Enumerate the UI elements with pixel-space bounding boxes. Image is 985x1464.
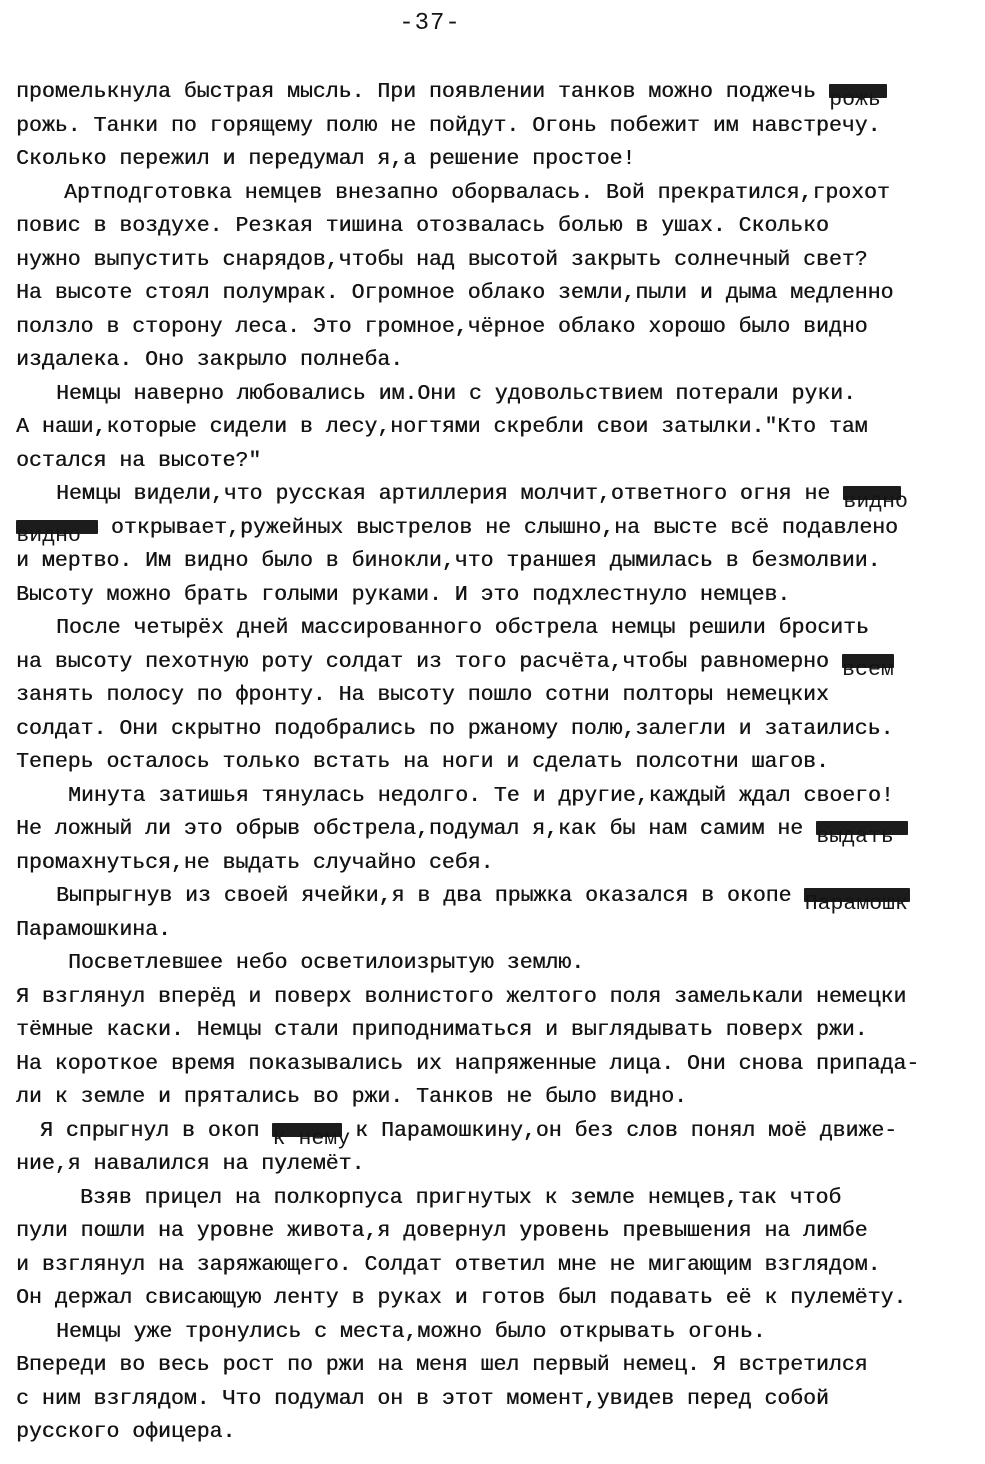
text-line: и мертво. Им видно было в бинокли,что траншея дымилась в безмолвии.	[16, 549, 881, 573]
text-line: промелькнула быстрая мысль. При появлении танков можно поджечь рожь	[16, 76, 976, 110]
text-line: с ним взглядом. Что подумал он в этот момент,увидев перед собой	[16, 1386, 829, 1411]
text-line: После четырёх дней массированного обстрела немцы решили бросить	[56, 616, 869, 640]
text-line: Немцы уже тронулись с места,можно было открывать огонь.	[56, 1319, 766, 1344]
struck-out-word: рожь	[829, 84, 887, 98]
text-line: пули пошли на уровне живота,я довернул уровень превышения на лимбе	[16, 1219, 868, 1243]
text-line: и взглянул на заряжающего. Солдат ответил мне не мигающим взглядом.	[16, 1252, 881, 1277]
text-line: остался на высоте?"	[16, 448, 262, 473]
text-line: Не ложный ли это обрыв обстрела,подумал я,как бы нам самим не выдать	[16, 813, 976, 847]
text-line: Впереди во весь рост по ржи на меня шел первый немец. Я встретился	[16, 1353, 868, 1377]
text-line: Я спрыгнул в окоп к нему к Парамошкину,он без слов понял моё движе-	[40, 1118, 898, 1151]
text-line: Он держал свисающую ленту в руках и готов был подавать её к пулемёту.	[16, 1286, 907, 1310]
text-line: издалека. Оно закрыло полнеба.	[16, 348, 404, 372]
text-line: нужно выпустить снарядов,чтобы над высотой закрыть солнечный свет?	[16, 247, 868, 272]
struck-out-word: видно	[843, 486, 901, 500]
text-line: Высоту можно брать голыми руками. И это подхлестнуло немцев.	[16, 582, 791, 607]
text-line: Теперь осталось только встать на ноги и сделать полсотни шагов.	[16, 750, 829, 774]
text-line: Сколько пережил и передумал я,а решение простое!	[16, 147, 636, 171]
text-line: рожь. Танки по горящему полю не пойдут. Огонь побежит им навстречу.	[16, 113, 881, 138]
text-line: ли к земле и прятались во ржи. Танков не было видно.	[16, 1085, 687, 1109]
text-line: промахнуться,не выдать случайно себя.	[16, 850, 494, 875]
text-line: русского офицера.	[16, 1420, 236, 1444]
text-line: Выпрыгнув из своей ячейки,я в два прыжка оказался в окопе Парамошк	[16, 880, 976, 914]
text-line: Артподготовка немцев внезапно оборвалась. Вой прекратился,грохот	[64, 180, 890, 205]
text-line: на высоту пехотную роту солдат из того расчёта,чтобы равномерно всем	[16, 649, 894, 682]
text-line: солдат. Они скрытно подобрались по ржаному полю,залегли и затаились.	[16, 716, 894, 741]
text-line: Парамошкина.	[16, 917, 171, 942]
page-number: -37-	[399, 10, 461, 37]
text-line: ползло в сторону леса. Это громное,чёрное облако хорошо было видно	[16, 314, 868, 339]
text-line: Немцы наверно любовались им.Они с удовольствием потерали руки.	[56, 381, 856, 406]
text-line: ние,я навалился на пулемёт.	[16, 1152, 365, 1176]
text-line: На высоте стоял полумрак. Огромное облако земли,пыли и дыма медленно	[16, 281, 894, 305]
text-line: Взяв прицел на полкорпуса пригнутых к земле немцев,так чтоб	[80, 1185, 842, 1210]
struck-out-word: всем	[842, 654, 894, 668]
text-line: Посветлевшее небо осветилоизрытую землю.	[68, 951, 585, 975]
struck-out-word: к нему	[272, 1123, 342, 1137]
text-line: тёмные каски. Немцы стали приподниматься и выглядывать поверх ржи.	[16, 1018, 868, 1042]
body-text	[16, 76, 976, 1450]
text-line: повис в воздухе. Резкая тишина отозвалась болью в ушах. Сколько	[16, 214, 829, 238]
text-line: На короткое время показывались их напряженные лица. Они снова припада-	[16, 1051, 920, 1076]
struck-out-word: видно	[16, 520, 98, 534]
struck-out-word: выдать	[816, 821, 908, 835]
text-line: А наши,которые сидели в лесу,ногтями скребли свои затылки."Кто там	[16, 415, 868, 439]
text-line: видно открывает,ружейных выстрелов не слышно,на высте всё подавлено	[16, 515, 898, 548]
text-line: занять полосу по фронту. На высоту пошло сотни полторы немецких	[16, 683, 829, 707]
text-line: Немцы видели,что русская артиллерия молчит,ответного огня не видно	[56, 482, 908, 515]
struck-out-word: Парамошк	[804, 888, 910, 902]
text-line: Я взглянул вперёд и поверх волнистого желтого поля замелькали немецки	[16, 984, 907, 1009]
text-line: Минута затишья тянулась недолго. Те и другие,каждый ждал своего!	[68, 783, 894, 808]
